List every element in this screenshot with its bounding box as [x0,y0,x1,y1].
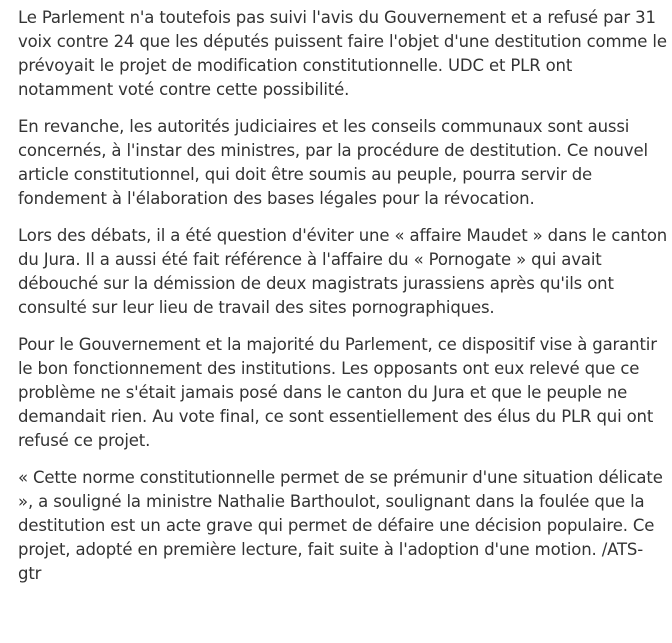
text-line: prévoyait le projet de modification constitutionnelle. UDC et PLR ont [18,56,573,75]
text-line: », a souligné la ministre Nathalie Barthoulot, soulignant dans la foulée que la [18,492,645,511]
text-line: débouché sur la démission de deux magistrats jurassiens après qu'ils ont [18,274,614,293]
article-paragraph-2 [18,115,672,211]
text-line: demandait rien. Au vote final, ce sont essentiellement des élus du PLR qui ont [18,407,654,426]
text-line: fondement à l'élaboration des bases légales pour la révocation. [18,189,535,208]
text-line: projet, adopté en première lecture, fait suite à l'adoption d'une motion. /ATS- [18,540,644,559]
text-line: destitution est un acte grave qui permet de défaire une décision populaire. Ce [18,516,655,535]
text-line: le bon fonctionnement des institutions. Les opposants ont eux relevé que ce [18,359,640,378]
text-line: Le Parlement n'a toutefois pas suivi l'avis du Gouvernement et a refusé par 31 [18,8,656,27]
text-line: concernés, à l'instar des ministres, par la procédure de destitution. Ce nouvel [18,141,648,160]
text-line: voix contre 24 que les députés puissent faire l'objet d'une destitution comme le [18,32,667,51]
text-line: Lors des débats, il a été question d'éviter une « affaire Maudet » dans le canton [18,226,668,245]
text-line: du Jura. Il a aussi été fait référence à l'affaire du « Pornogate » qui avait [18,250,602,269]
text-line: gtr [18,564,42,583]
article-paragraph-1 [18,6,672,102]
article-paragraph-4 [18,333,672,453]
text-line: En revanche, les autorités judiciaires et les conseils communaux sont aussi [18,117,630,136]
text-line: notamment voté contre cette possibilité. [18,80,350,99]
text-line: consulté sur leur lieu de travail des sites pornographiques. [18,298,495,317]
text-line: « Cette norme constitutionnelle permet de se prémunir d'une situation délicate [18,468,663,487]
text-line: article constitutionnel, qui doit être soumis au peuple, pourra servir de [18,165,593,184]
text-line: problème ne s'était jamais posé dans le canton du Jura et que le peuple ne [18,383,628,402]
text-line: Pour le Gouvernement et la majorité du Parlement, ce dispositif vise à garantir [18,335,657,354]
article-paragraph-3 [18,224,672,320]
article-paragraph-5 [18,466,672,586]
text-line: refusé ce projet. [18,431,151,450]
